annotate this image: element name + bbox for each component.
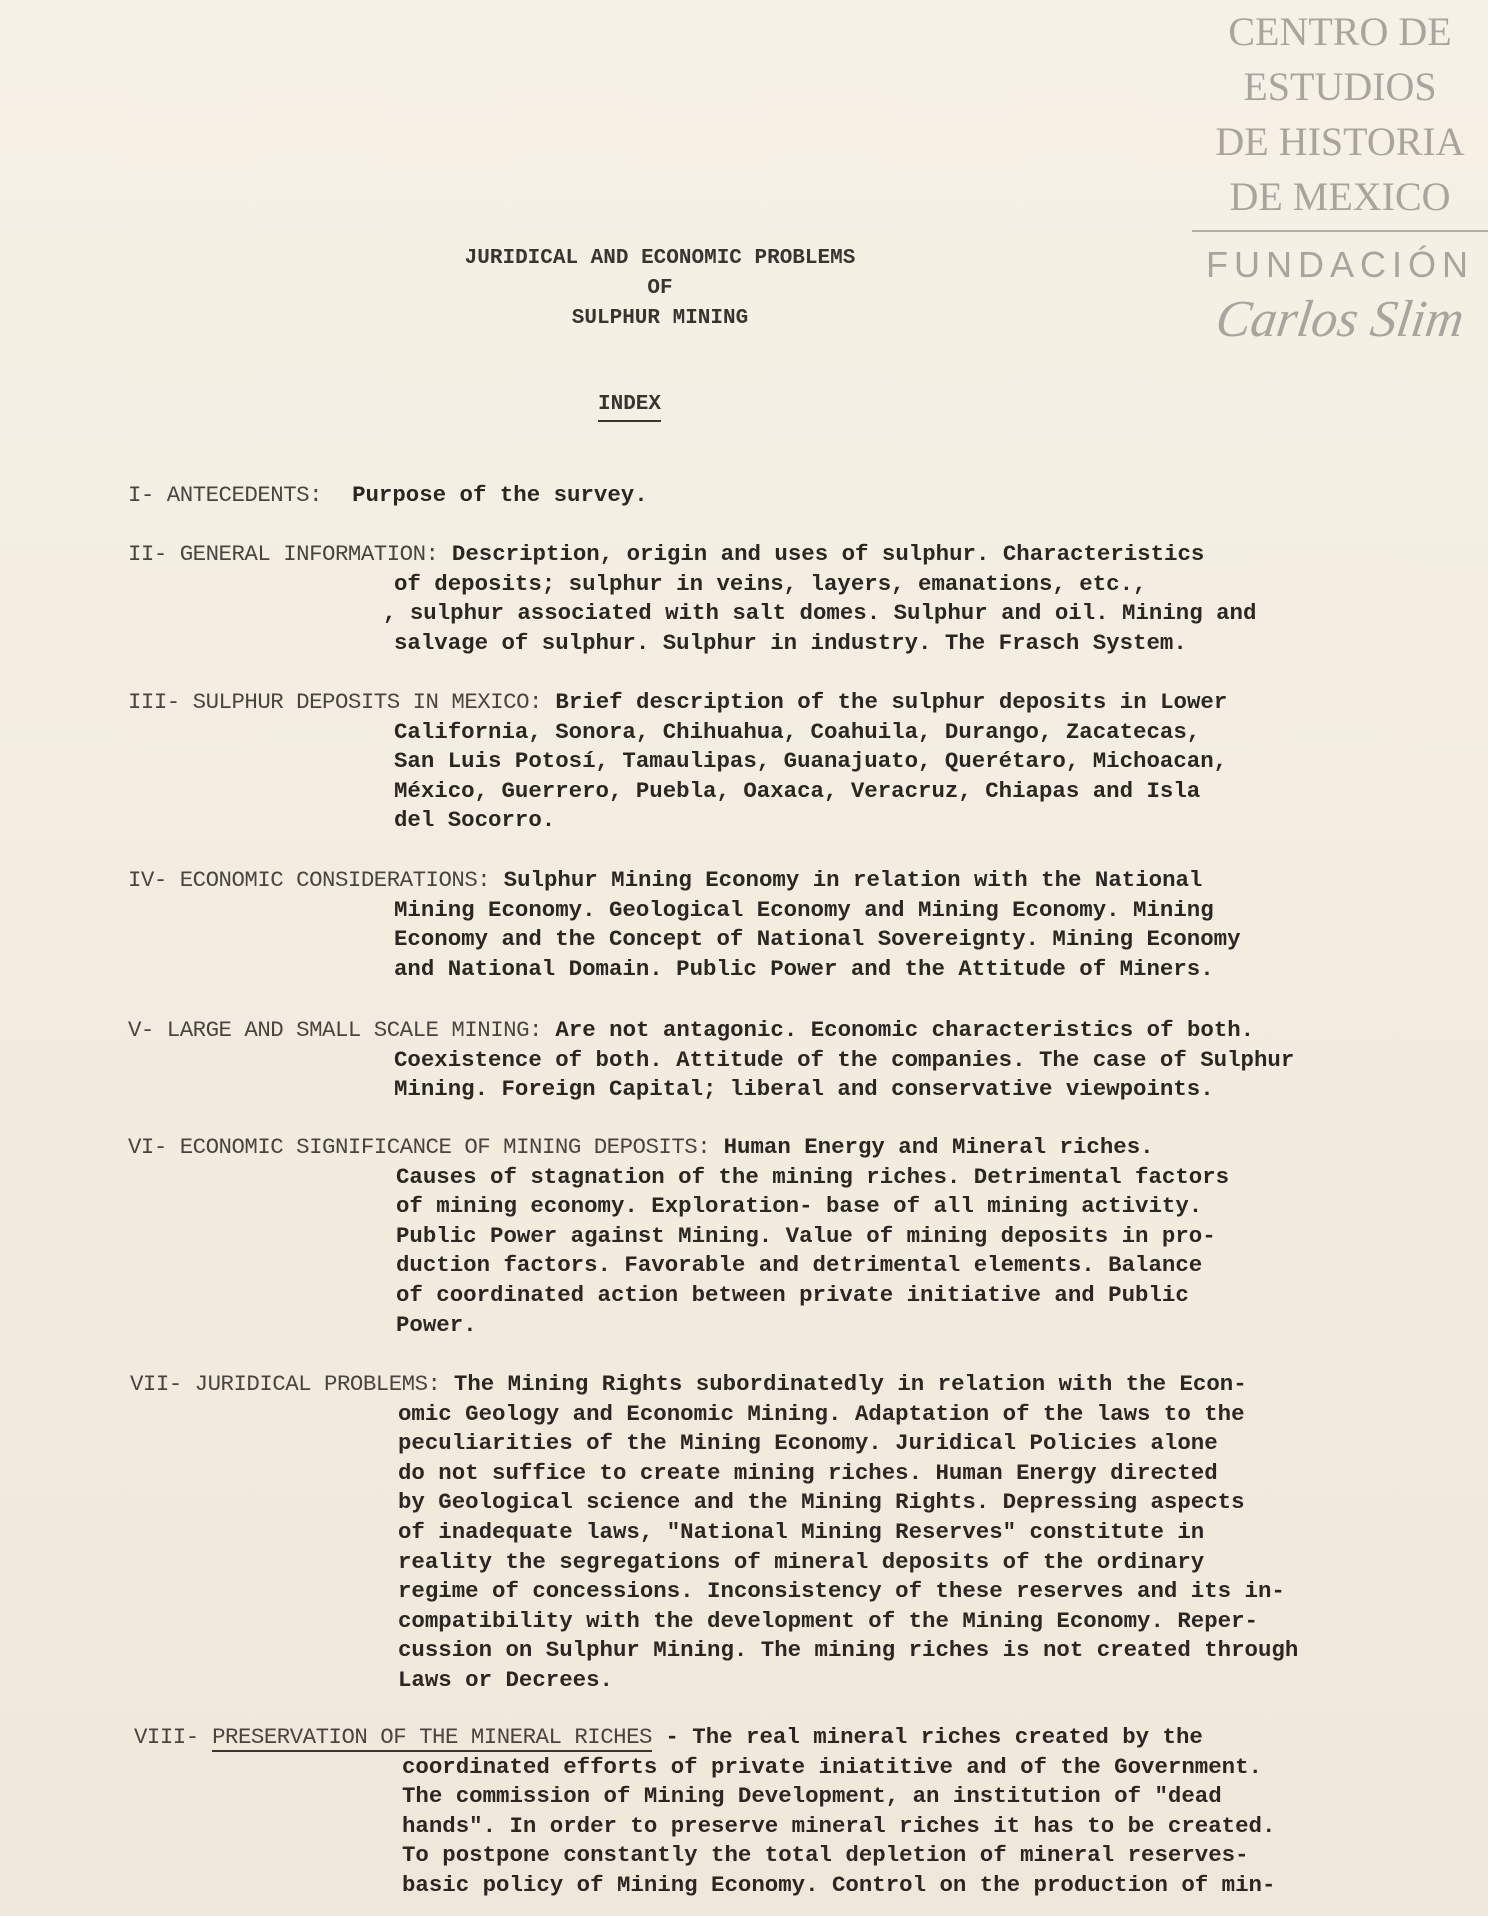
index-entry-5 (128, 1016, 1294, 1105)
document-title (380, 244, 940, 334)
entry-text: California, Sonora, Chihuahua, Coahuila, Durango, Zacatecas, (394, 718, 1201, 745)
watermark-line: CENTRO DE (1228, 9, 1452, 54)
entry-text: Economy and the Concept of National Sovereignty. Mining Economy (394, 926, 1241, 953)
entry-text: To postpone constantly the total depletion of mineral reserves- (402, 1842, 1249, 1869)
entry-text: and National Domain. Public Power and the Attitude of Miners. (394, 955, 1214, 982)
entry-text: omic Geology and Economic Mining. Adaptation of the laws to the (398, 1400, 1245, 1427)
entry-text: Power. (396, 1311, 477, 1338)
entry-heading: IV- ECONOMIC CONSIDERATIONS: (128, 867, 491, 893)
index-entry-3 (128, 688, 1227, 836)
entry-heading-prefix: VIII- (134, 1724, 199, 1750)
entry-text: , sulphur associated with salt domes. Sulphur and oil. Mining and (383, 600, 1257, 627)
entry-text: Description, origin and uses of sulphur. Characteristics (451, 541, 1205, 567)
entry-text: cussion on Sulphur Mining. The mining riches is not created through (398, 1637, 1299, 1664)
entry-text: coordinated efforts of private iniatitive and of the Government. (402, 1753, 1262, 1780)
entry-text: Sulphur Mining Economy in relation with the National (503, 867, 1203, 893)
entry-text: Laws or Decrees. (398, 1666, 613, 1693)
entry-text: by Geological science and the Mining Rights. Depressing aspects (398, 1489, 1245, 1516)
entry-text: compatibility with the development of the Mining Economy. Reper- (398, 1607, 1258, 1634)
entry-text: Human Energy and Mineral riches. (723, 1134, 1154, 1160)
entry-text: Purpose of the survey. (352, 482, 648, 508)
entry-text: San Luis Potosí, Tamaulipas, Guanajuato, Querétaro, Michoacan, (394, 748, 1228, 775)
entry-text: regime of concessions. Inconsistency of these reserves and its in- (398, 1578, 1285, 1605)
entry-heading: I- ANTECEDENTS: (128, 482, 323, 508)
title-line-3: SULPHUR MINING (571, 307, 749, 330)
entry-text: del Socorro. (394, 807, 556, 834)
index-heading: INDEX (598, 392, 661, 422)
entry-text: of inadequate laws, "National Mining Reserves" constitute in (398, 1518, 1205, 1545)
entry-heading: II- GENERAL INFORMATION: (128, 541, 439, 567)
entry-text: The Mining Rights subordinatedly in relation with the Econ- (453, 1371, 1247, 1397)
watermark-signature: Carlos Slim (1212, 291, 1468, 348)
watermark-foundation: FUNDACIÓN (1206, 244, 1474, 285)
entry-text: Brief description of the sulphur deposits in Lower (555, 689, 1228, 715)
entry-text: salvage of sulphur. Sulphur in industry. The Frasch System. (394, 629, 1187, 656)
entry-text: do not suffice to create mining riches. Human Energy directed (398, 1459, 1218, 1486)
entry-text: Mining. Foreign Capital; liberal and conservative viewpoints. (394, 1076, 1214, 1103)
title-line-1: JURIDICAL AND ECONOMIC PROBLEMS (464, 247, 856, 270)
watermark-divider (1192, 230, 1488, 232)
watermark-line: ESTUDIOS (1243, 64, 1437, 109)
entry-heading-underlined: PRESERVATION OF THE MINERAL RICHES (212, 1724, 652, 1750)
entry-text: of mining economy. Exploration- base of all mining activity. (396, 1193, 1203, 1220)
entry-text: duction factors. Favorable and detrimental elements. Balance (396, 1252, 1203, 1279)
entry-text: Are not antagonic. Economic characteristics of both. (555, 1017, 1255, 1043)
entry-text: México, Guerrero, Puebla, Oaxaca, Veracruz, Chiapas and Isla (394, 777, 1201, 804)
entry-text: of coordinated action between private initiative and Public (396, 1281, 1189, 1308)
entry-text: Causes of stagnation of the mining riches. Detrimental factors (396, 1163, 1230, 1190)
entry-text: peculiarities of the Mining Economy. Juridical Policies alone (398, 1430, 1218, 1457)
entry-text: of deposits; sulphur in veins, layers, emanations, etc., (394, 570, 1147, 597)
entry-text: reality the segregations of mineral deposits of the ordinary (398, 1548, 1205, 1575)
entry-text: Mining Economy. Geological Economy and Mining Economy. Mining (394, 896, 1214, 923)
entry-text: Coexistence of both. Attitude of the companies. The case of Sulphur (394, 1046, 1295, 1073)
entry-heading: VI- ECONOMIC SIGNIFICANCE OF MINING DEPOSITS: (128, 1134, 711, 1160)
watermark-line: DE MEXICO (1229, 174, 1451, 219)
index-entry-6 (128, 1133, 1229, 1340)
index-entry-1 (128, 481, 648, 511)
index-entry-2 (128, 540, 1256, 658)
index-entry-8 (134, 1723, 1275, 1901)
index-entry-7 (130, 1370, 1298, 1696)
entry-text: basic policy of Mining Economy. Control on the production of min- (402, 1871, 1276, 1898)
entry-text: - The real mineral riches created by the (665, 1724, 1203, 1750)
entry-heading: V- LARGE AND SMALL SCALE MINING: (128, 1017, 542, 1043)
archive-watermark (1190, 4, 1488, 349)
index-entry-4 (128, 866, 1241, 984)
entry-text: Public Power against Mining. Value of mining deposits in pro- (396, 1222, 1216, 1249)
entry-heading: VII- JURIDICAL PROBLEMS: (130, 1371, 441, 1397)
entry-text: hands". In order to preserve mineral riches it has to be created. (402, 1812, 1276, 1839)
entry-text: The commission of Mining Development, an institution of "dead (402, 1783, 1222, 1810)
watermark-line: DE HISTORIA (1215, 119, 1465, 164)
title-line-2: OF (647, 277, 673, 300)
entry-heading: III- SULPHUR DEPOSITS IN MEXICO: (128, 689, 542, 715)
